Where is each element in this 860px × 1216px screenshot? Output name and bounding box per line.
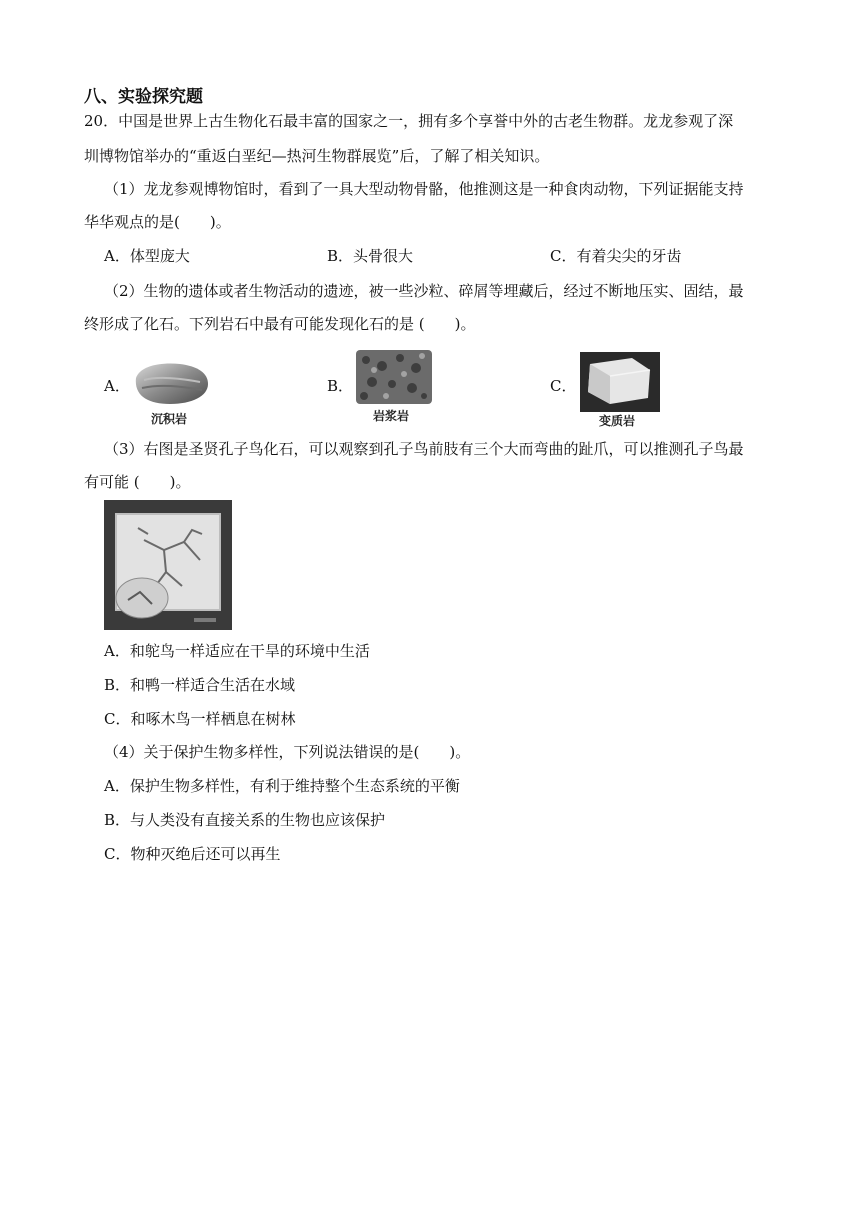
sedimentary-rock-image [130,356,212,410]
q4-option-b: B．与人类没有直接关系的生物也应该保护 [104,811,386,829]
q2-option-b: B． [327,377,354,395]
q3-stem-line1: （3）右图是圣贤孔子鸟化石，可以观察到孔子鸟前肢有三个大而弯曲的趾爪，可以推测孔子鸟最 [104,440,744,458]
igneous-rock-caption: 岩浆岩 [373,409,410,423]
igneous-rock-image [354,348,434,406]
q3-option-c: C．和啄木鸟一样栖息在树林 [104,710,296,728]
metamorphic-rock-caption: 变质岩 [599,414,636,428]
q1-stem-line1: （1）龙龙参观博物馆时，看到了一具大型动物骨骼，他推测这是一种食肉动物，下列证据能支持 [104,180,744,198]
q3-stem-line2: 有可能 ( )。 [84,473,191,491]
q4-option-a: A．保护生物多样性，有利于维持整个生态系统的平衡 [104,777,460,795]
q3-option-a: A．和鸵鸟一样适应在干旱的环境中生活 [104,642,370,660]
q3-option-b: B．和鸭一样适合生活在水域 [104,676,296,694]
question-intro-line1: 20．中国是世界上古生物化石最丰富的国家之一，拥有多个享誉中外的古老生物群。龙龙参观了深 [84,112,734,130]
q2-stem-line2: 终形成了化石。下列岩石中最有可能发现化石的是 ( )。 [84,315,476,333]
confuciusornis-fossil-image [104,500,232,630]
section-title: 八、实验探究题 [84,87,203,107]
q4-option-c: C．物种灭绝后还可以再生 [104,845,281,863]
question-intro-line2: 圳博物馆举办的“重返白垩纪—热河生物群展览”后，了解了相关知识。 [84,147,550,165]
q1-option-b: B．头骨很大 [327,247,414,265]
q1-stem-line2: 华华观点的是( )。 [84,213,231,231]
metamorphic-rock-image [580,352,660,412]
q1-option-a: A．体型庞大 [104,247,190,265]
q2-stem-line1: （2）生物的遗体或者生物活动的遗迹，被一些沙粒、碎屑等埋藏后，经过不断地压实、固结，最 [104,282,744,300]
sedimentary-rock-caption: 沉积岩 [151,412,188,426]
q2-option-a: A． [104,377,130,395]
q1-option-c: C．有着尖尖的牙齿 [550,247,682,265]
q4-stem: （4）关于保护生物多样性，下列说法错误的是( )。 [104,743,471,761]
q2-option-c: C． [550,377,577,395]
